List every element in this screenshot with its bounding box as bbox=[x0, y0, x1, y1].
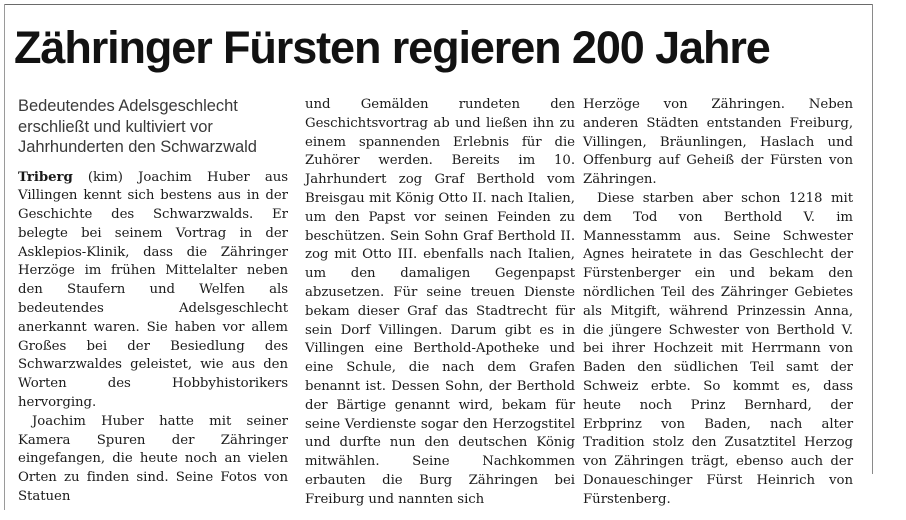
frame-top-line bbox=[4, 4, 872, 5]
paragraph-intro-text: Joachim Huber aus Villingen kennt sich bestens aus in der Geschichte des Schwarzwalds. Er belegte bei seinem Vortrag in der Asklepios-Klinik, dass die Zähringer Herzöge im frühen Mittelalter neben den Staufern und Welfen als bedeutendes Adelsgeschlecht anerkannt waren. Sie haben vor allem Großes bei der Besiedlung des Schwarzwaldes geleistet, wie aus den Worten des Hobbyhistorikers hervorging. bbox=[18, 169, 288, 411]
frame-right-line bbox=[872, 4, 873, 474]
paragraph-cities: Herzöge von Zähringen. Neben anderen Städten entstanden Freiburg, Villingen, Bräunlingen, Haslach und Offenburg auf Geheiß der Fürsten von Zähringen. bbox=[583, 97, 853, 188]
headline: Zähringer Fürsten regieren 200 Jahre bbox=[14, 22, 770, 73]
subheadline: Bedeutendes Adelsgeschlecht erschließt und kultiviert vor Jahrhunderten den Schwarzwald bbox=[18, 97, 257, 156]
byline: (kim) bbox=[72, 169, 139, 185]
article-column-2 bbox=[305, 96, 575, 510]
paragraph-camera: Joachim Huber hatte mit seiner Kamera Spuren der Zähringer eingefangen, die heute noch an vielen Orten zu finden sind. Seine Fotos von Statuen bbox=[18, 413, 288, 505]
paragraph-intro bbox=[18, 169, 288, 413]
paragraph-succession: Diese starben aber schon 1218 mit dem Tod von Berthold V. im Mannesstamm aus. Seine Schwester Agnes heiratete in das Geschlecht der Fürstenberger ein und bekam den nördlichen Teil des Zähringer Gebietes als Mitgift, während Prinzessin Anna, die jüngere Schwester von Berthold V. bei ihrer Hochzeit mit Herrmann von Baden den südlichen Teil samt der Schweiz erbte. So kommt es, dass heute noch Prinz Bernhard, der Erbprinz von Baden, nach alter Tradition stolz den Zusatztitel Herzog von Zähringen trägt, ebenso auch der Donaueschinger Fürst Heinrich von Fürstenberg. bbox=[583, 190, 853, 507]
paragraph-history: und Gemälden rundeten den Geschichtsvortrag ab und ließen ihn zu einem spannenden Erlebnis für die Zuhörer werden. Bereits im 10. Jahrhundert zog Graf Berthold vom Breisgau mit König Otto II. nach Italien, um den Papst vor seinen Feinden zu beschützen. Sein Sohn Graf Berthold II. zog mit Otto III. ebenfalls nach Italien, um den damaligen Gegenpapst abzusetzen. Für seine treuen Dienste bekam dieser Graf das Stadtrecht für sein Dorf Villingen. Darum gibt es in Villingen eine Berthold-Apotheke und eine Schule, die nach dem Grafen benannt ist. Dessen Sohn, der Berthold der Bärtige genannt wird, bekam für seine Verdienste sogar den Herzogstitel und durfte nun den deutschen König mitwählen. Seine Nachkommen erbauten die Burg Zähringen bei Freiburg und nannten sich bbox=[305, 97, 575, 507]
frame-left-line bbox=[4, 4, 5, 510]
article-column-3 bbox=[583, 96, 853, 510]
article-column-1 bbox=[18, 96, 288, 507]
dateline: Triberg bbox=[18, 169, 73, 185]
